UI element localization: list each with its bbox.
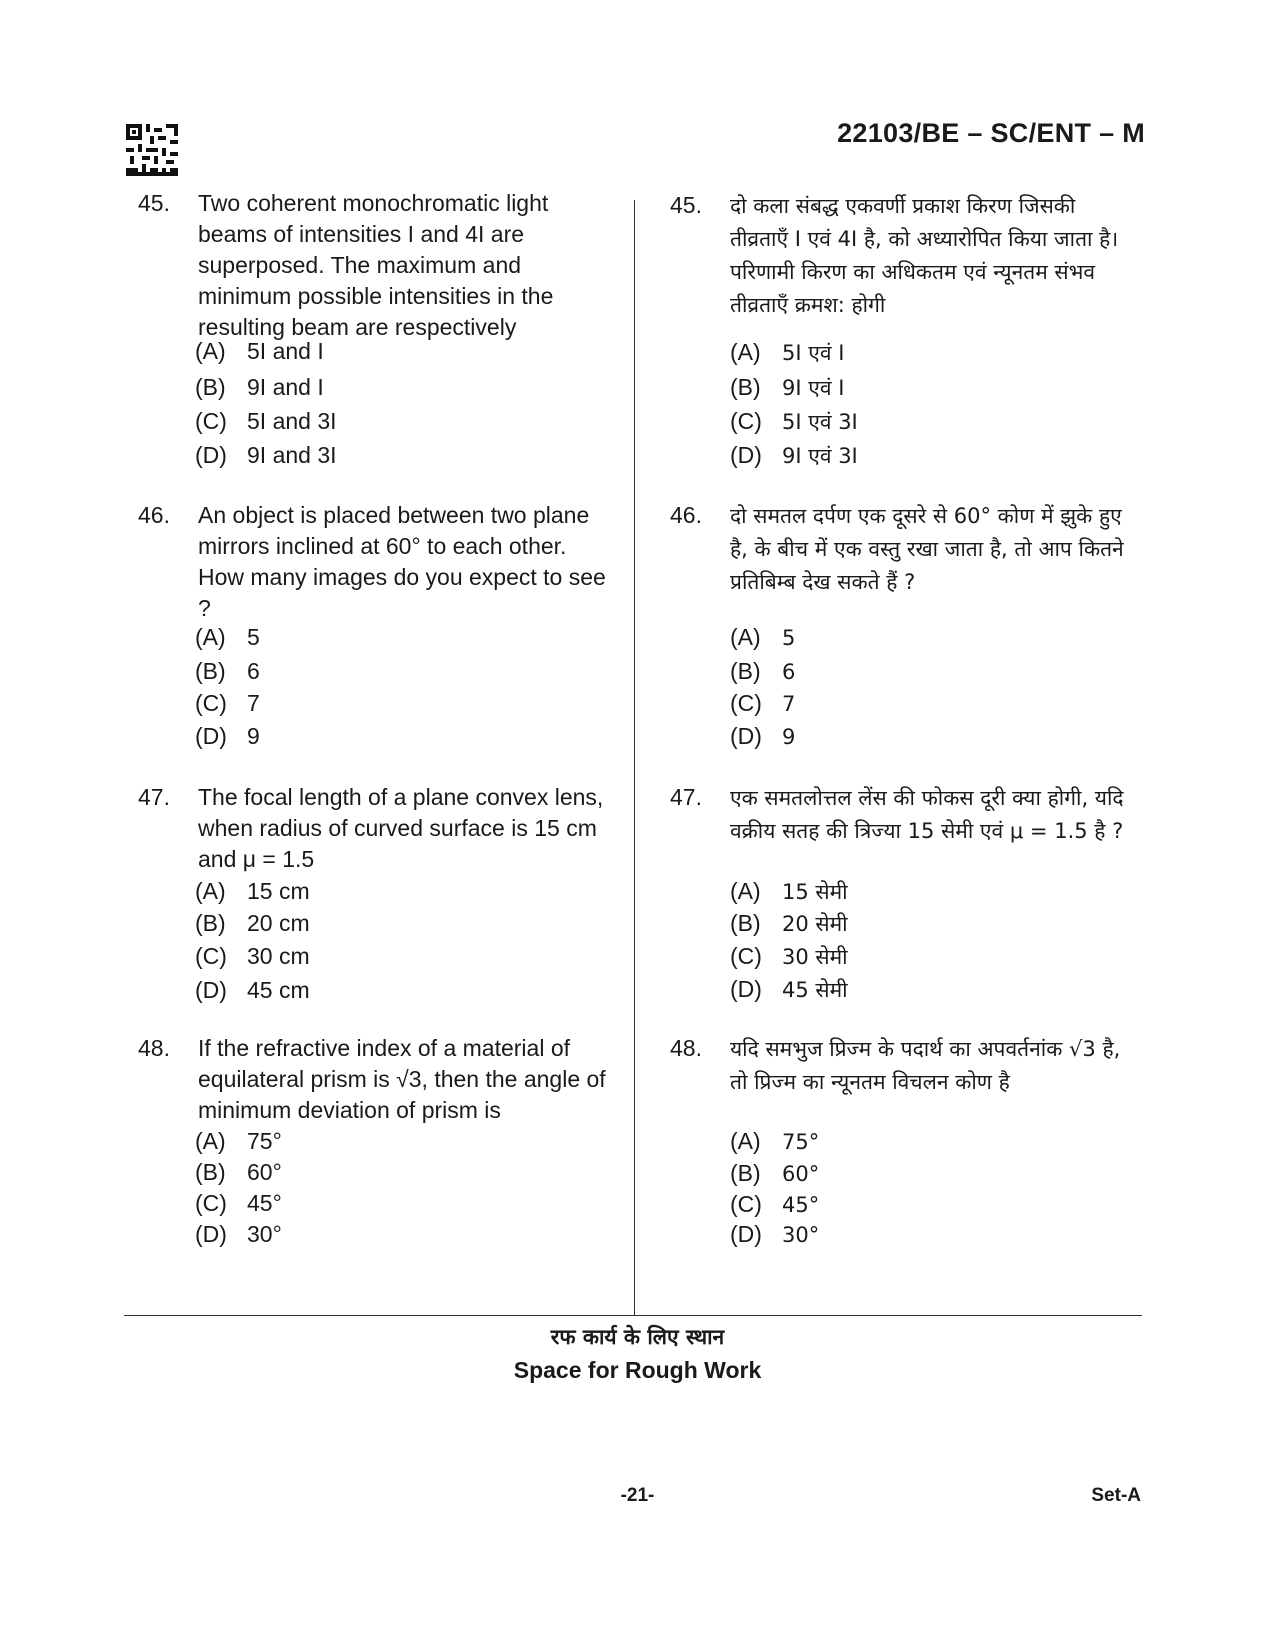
- question-number: 46.: [138, 502, 170, 528]
- column-divider: [634, 200, 635, 1315]
- rough-work-heading-hindi: रफ कार्य के लिए स्थान: [550, 1325, 725, 1349]
- option-d: (D) 9I एवं 3I: [730, 442, 858, 468]
- question-number: 45.: [670, 192, 702, 218]
- question-number: 47.: [138, 784, 170, 810]
- option-b: (B) 20 cm: [195, 910, 310, 936]
- option-a: (A) 5I एवं I: [730, 339, 845, 365]
- question-text: If the refractive index of a material of equilateral prism is √3, then the angle of minimum deviation of prism is: [198, 1035, 606, 1123]
- option-d: (D) 9I and 3I: [195, 442, 337, 468]
- option-a: (A) 75°: [195, 1128, 282, 1154]
- option-a: (A) 5: [730, 624, 796, 650]
- question-number: 48.: [138, 1035, 170, 1061]
- option-d: (D) 9: [195, 723, 260, 749]
- question-text: An object is placed between two plane mirrors inclined at 60° to each other. How many images do you expect to see ?: [198, 502, 606, 621]
- option-c: (C) 5I and 3I: [195, 408, 337, 434]
- option-d: (D) 45 सेमी: [730, 976, 848, 1002]
- section-divider: [124, 1315, 1142, 1316]
- option-d: (D) 30°: [730, 1221, 820, 1247]
- qr-code: [126, 124, 178, 176]
- option-b: (B) 9I एवं I: [730, 374, 845, 400]
- option-a: (A) 15 cm: [195, 878, 310, 904]
- option-d: (D) 45 cm: [195, 977, 310, 1003]
- option-c: (C) 30 सेमी: [730, 943, 848, 969]
- option-c: (C) 7: [195, 690, 260, 716]
- option-a: (A) 5I and I: [195, 338, 324, 364]
- question-text: दो कला संबद्ध एकवर्णी प्रकाश किरण जिसकी तीव्रताएँ I एवं 4I है, को अध्यारोपित किया जाता है। परिणामी किरण का अधिकतम एवं न्यूनतम संभव तीव्रताएँ क्रमश: होगी: [730, 194, 1119, 317]
- question-text: The focal length of a plane convex lens, when radius of curved surface is 15 cm and μ = 1.5: [198, 784, 604, 872]
- question-number: 46.: [670, 502, 702, 528]
- option-b: (B) 20 सेमी: [730, 910, 848, 936]
- question-text: दो समतल दर्पण एक दूसरे से 60° कोण में झुके हुए है, के बीच में एक वस्तु रखा जाता है, तो आप कितने प्रतिबिम्ब देख सकते हैं ?: [730, 504, 1124, 594]
- option-a: (A) 5: [195, 624, 260, 650]
- page-number: -21-: [620, 1485, 655, 1506]
- option-b: (B) 9I and I: [195, 374, 324, 400]
- set-label: Set-A: [1091, 1485, 1141, 1506]
- option-d: (D) 30°: [195, 1221, 282, 1247]
- option-b: (B) 60°: [730, 1160, 820, 1186]
- question-number: 47.: [670, 784, 702, 810]
- option-b: (B) 6: [195, 658, 260, 684]
- question-number: 48.: [670, 1035, 702, 1061]
- option-c: (C) 5I एवं 3I: [730, 408, 858, 434]
- question-text: यदि समभुज प्रिज्म के पदार्थ का अपवर्तनांक √3 है, तो प्रिज्म का न्यूनतम विचलन कोण है: [730, 1037, 1121, 1094]
- option-c: (C) 45°: [730, 1191, 820, 1217]
- rough-work-heading: Space for Rough Work: [513, 1357, 762, 1383]
- question-text: एक समतलोत्तल लेंस की फोकस दूरी क्या होगी, यदि वक्रीय सतह की त्रिज्या 15 सेमी एवं μ = 1.5 है ?: [730, 786, 1124, 843]
- option-b: (B) 60°: [195, 1159, 282, 1185]
- option-c: (C) 45°: [195, 1190, 282, 1216]
- option-c: (C) 30 cm: [195, 943, 310, 969]
- option-a: (A) 75°: [730, 1128, 820, 1154]
- option-a: (A) 15 सेमी: [730, 878, 848, 904]
- question-number: 45.: [138, 190, 170, 216]
- question-text: Two coherent monochromatic light beams of intensities I and 4I are superposed. The maximum and minimum possible intensities in the resulting beam are respectively: [198, 190, 554, 340]
- paper-code: 22103/BE – SC/ENT – M: [837, 118, 1145, 148]
- option-d: (D) 9: [730, 723, 796, 749]
- option-b: (B) 6: [730, 658, 796, 684]
- option-c: (C) 7: [730, 690, 796, 716]
